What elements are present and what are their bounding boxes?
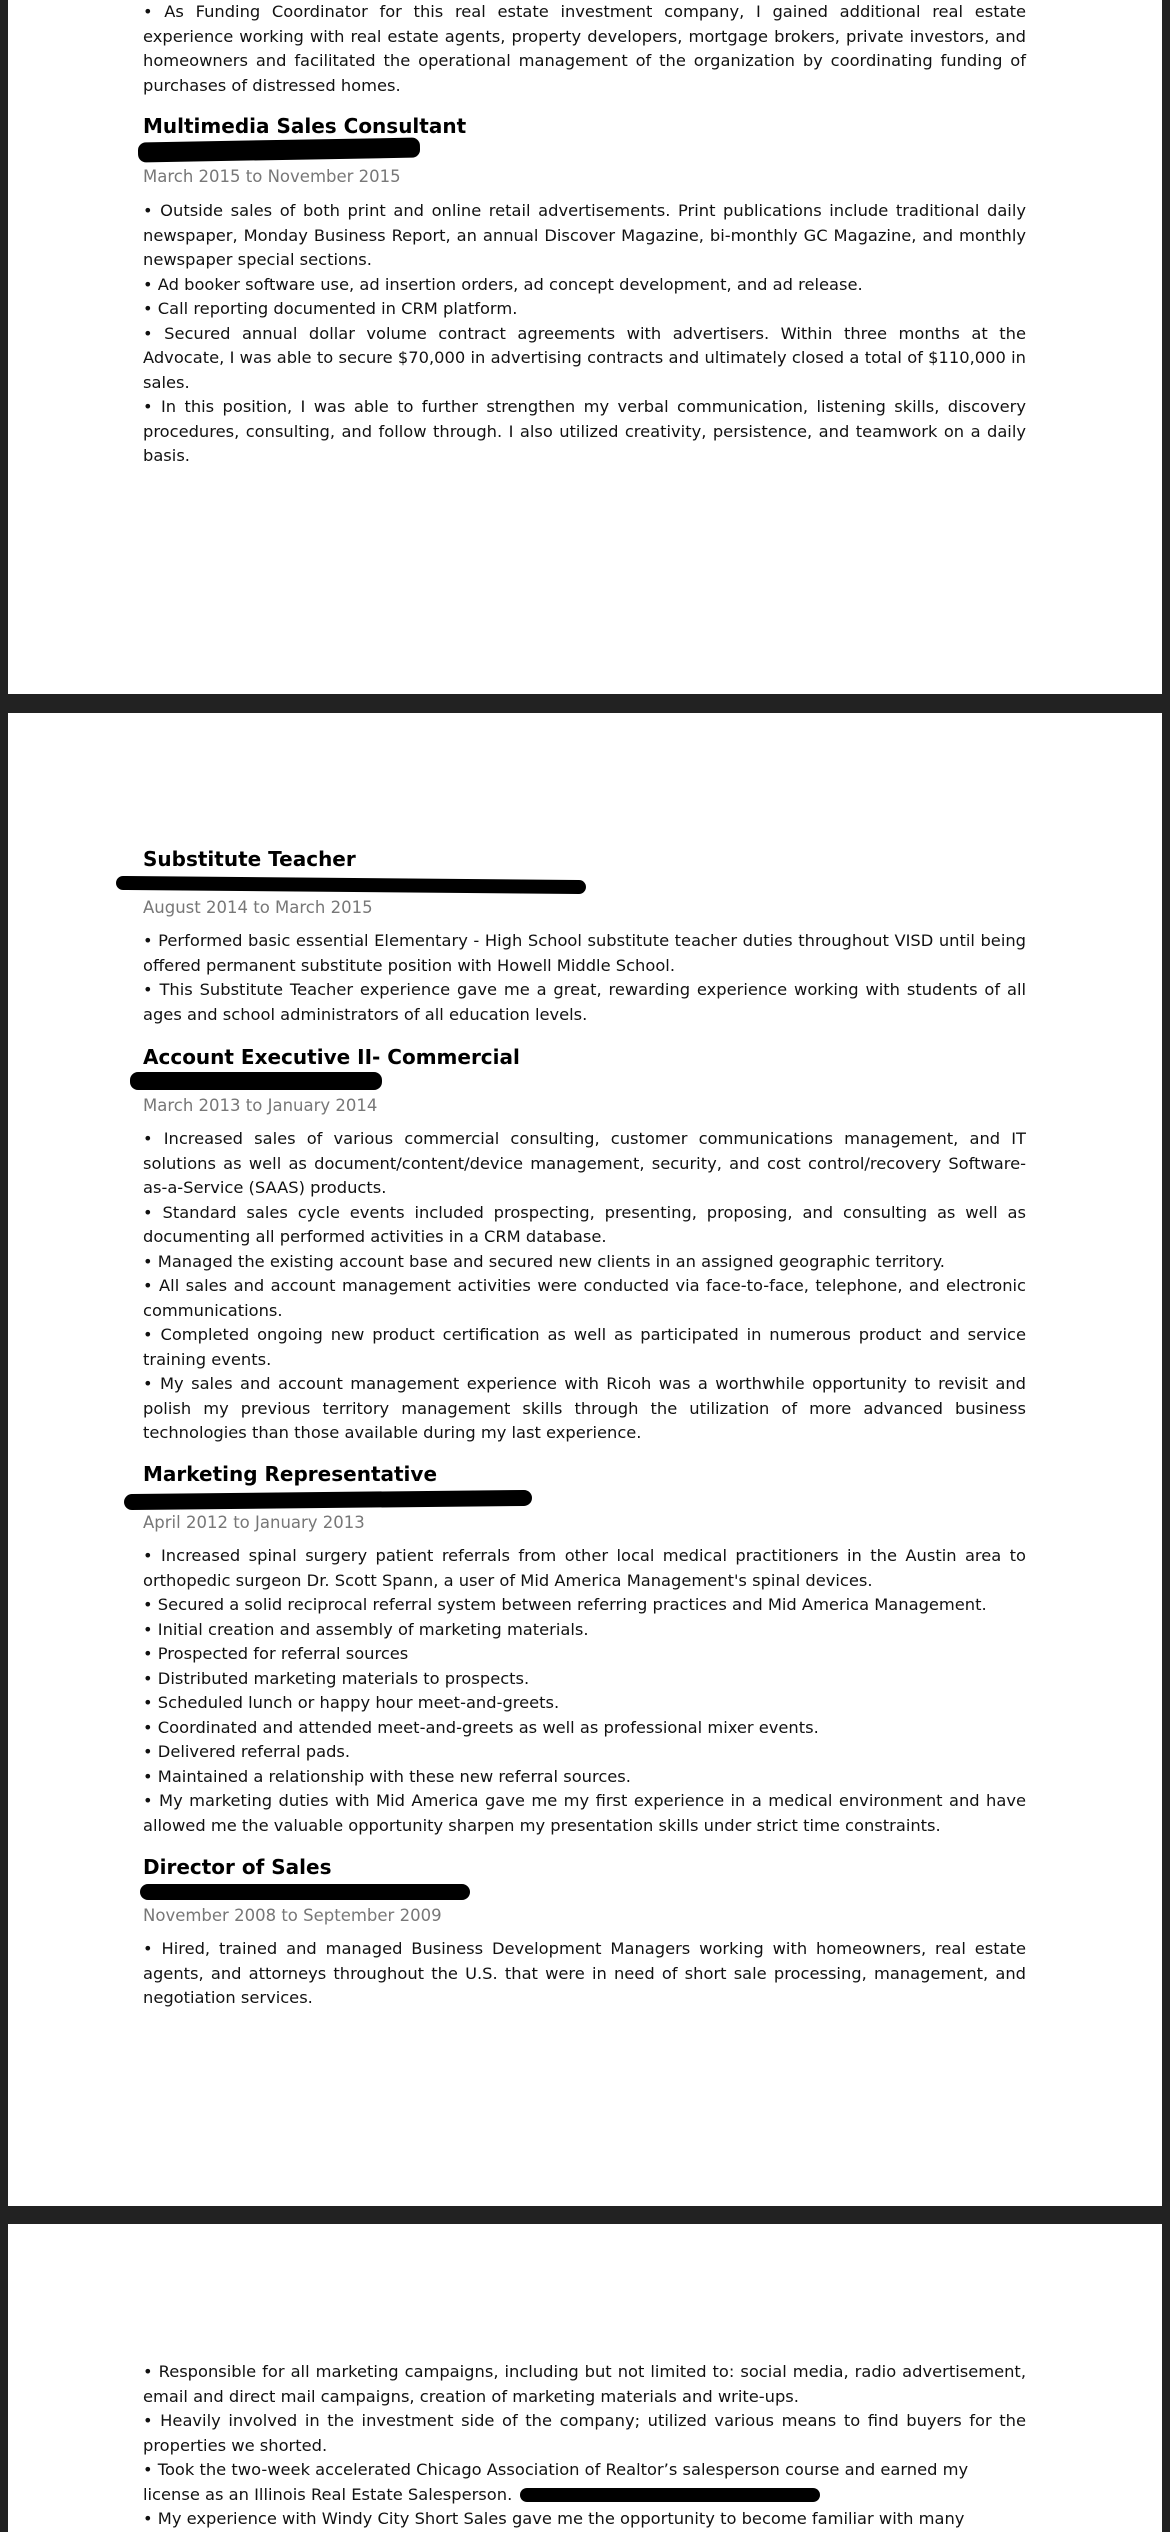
bullet: • Call reporting documented in CRM platform.: [143, 299, 518, 318]
job-multimedia-sales: [143, 113, 1026, 469]
bullet: • Performed basic essential Elementary - High School substitute teacher duties throughout VISD until being offered permanent substitute position with Howell Middle School.: [143, 931, 1026, 975]
bullet: • Secured a solid reciprocal referral system between referring practices and Mid America Management.: [143, 1595, 987, 1614]
bullet: • Heavily involved in the investment side of the company; utilized various means to find buyers for the properties we shorted.: [143, 2411, 1026, 2455]
bullet: • Secured annual dollar volume contract agreements with advertisers. Within three months at the Advocate, I was able to secure $70,000 in advertising contracts and ultimately closed a total of $110,000 in sales.: [143, 323, 1026, 392]
job-title: Multimedia Sales Consultant: [143, 114, 467, 138]
job-marketing-representative: [143, 1461, 1026, 1838]
bullet: • Hired, trained and managed Business Development Managers working with homeowners, real estate agents, and attorneys throughout the U.S. that were in need of short sale processing, management, and negotiation services.: [143, 1939, 1026, 2007]
bullet: • Delivered referral pads.: [143, 1742, 351, 1761]
redaction-mark: [130, 1072, 382, 1090]
funding-coordinator-bullets: [143, 0, 1026, 98]
bullet: • Outside sales of both print and online retail advertisements. Print publications include traditional daily newspaper, Monday Business Report, an annual Discover Magazine, bi-monthly GC Magazine, and monthly newspaper special sections.: [143, 201, 1026, 269]
bullet: • Standard sales cycle events included prospecting, presenting, proposing, and consulting as well as documenting all performed activities in a CRM database.: [143, 1202, 1026, 1246]
bullet: • Ad booker software use, ad insertion orders, ad concept development, and ad release.: [143, 274, 863, 294]
windy-city-bullets: [143, 2360, 1026, 2532]
bullet-with-redaction: [143, 2458, 1026, 2507]
bullet: • Completed ongoing new product certification as well as participated in numerous product and service training events.: [143, 1325, 1026, 1369]
job-title: Director of Sales: [143, 1855, 332, 1879]
job-title: Account Executive II- Commercial: [143, 1045, 520, 1069]
bullet: • Maintained a relationship with these new referral sources.: [143, 1766, 631, 1786]
job-dates: April 2012 to January 2013: [143, 1513, 365, 1532]
bullet: • Scheduled lunch or happy hour meet-and-greets.: [143, 1693, 560, 1712]
bullet: • My sales and account management experience with Ricoh was a worthwhile opportunity to revisit and polish my previous territory management skills through the utilization of more advanced business technologies than those available during my last experience.: [143, 1374, 1026, 1442]
job-dates: March 2015 to November 2015: [143, 167, 401, 186]
bullet: • This Substitute Teacher experience gave me a great, rewarding experience working with students of all ages and school administrators of all education levels.: [143, 980, 1026, 1024]
bullet: • Took the two-week accelerated Chicago Association of Realtor’s salesperson course and earned my license as an Illinois Real Estate Salesperson.: [143, 2460, 969, 2504]
bullet: • Increased sales of various commercial consulting, customer communications management, and IT solutions as well as document/content/device management, security, and cost control/recovery Software-as-a-Service (SAAS) products.: [143, 1129, 1026, 1197]
bullet: • Managed the existing account base and secured new clients in an assigned geographic territory.: [143, 1251, 945, 1271]
job-title: Substitute Teacher: [143, 847, 356, 871]
bullet: • Coordinated and attended meet-and-greets as well as professional mixer events.: [143, 1717, 819, 1737]
bullet: • As Funding Coordinator for this real estate investment company, I gained additional real estate experience working with real estate agents, property developers, mortgage brokers, private investors, and homeowners and facilitated the operational management of the organization by coordinating funding of purchases of distressed homes.: [143, 2, 1026, 95]
redaction-mark: [520, 2488, 820, 2502]
job-dates: November 2008 to September 2009: [143, 1906, 442, 1925]
job-account-executive: [143, 1044, 1026, 1446]
bullet: • All sales and account management activities were conducted via face-to-face, telephone, and electronic communications.: [143, 1276, 1026, 1320]
bullet: • My experience with Windy City Short Sales gave me the opportunity to become familiar with many: [143, 2509, 965, 2528]
bullet: • Initial creation and assembly of marketing materials.: [143, 1619, 589, 1639]
bullet: • Responsible for all marketing campaigns, including but not limited to: social media, radio advertisement, email and direct mail campaigns, creation of marketing materials and write-ups.: [143, 2362, 1026, 2406]
job-dates: March 2013 to January 2014: [143, 1096, 378, 1115]
bullet: • Distributed marketing materials to prospects.: [143, 1668, 530, 1688]
bullet: • In this position, I was able to further strengthen my verbal communication, listening skills, discovery procedures, consulting, and follow through. I also utilized creativity, persistence, and teamwork on a daily basis.: [143, 397, 1026, 465]
bullet: • Prospected for referral sources: [143, 1644, 409, 1663]
bullet: • My marketing duties with Mid America gave me my first experience in a medical environment and have allowed me the valuable opportunity sharpen my presentation skills under strict time constraints.: [143, 1791, 1026, 1835]
job-title: Marketing Representative: [143, 1462, 438, 1486]
job-director-of-sales: [143, 1854, 1026, 2011]
redaction-mark: [140, 1884, 470, 1900]
job-substitute-teacher: [143, 846, 1026, 1027]
job-dates: August 2014 to March 2015: [143, 898, 373, 917]
bullet: • Increased spinal surgery patient referrals from other local medical practitioners in the Austin area to orthopedic surgeon Dr. Scott Spann, a user of Mid America Management's spinal devices.: [143, 1546, 1026, 1590]
